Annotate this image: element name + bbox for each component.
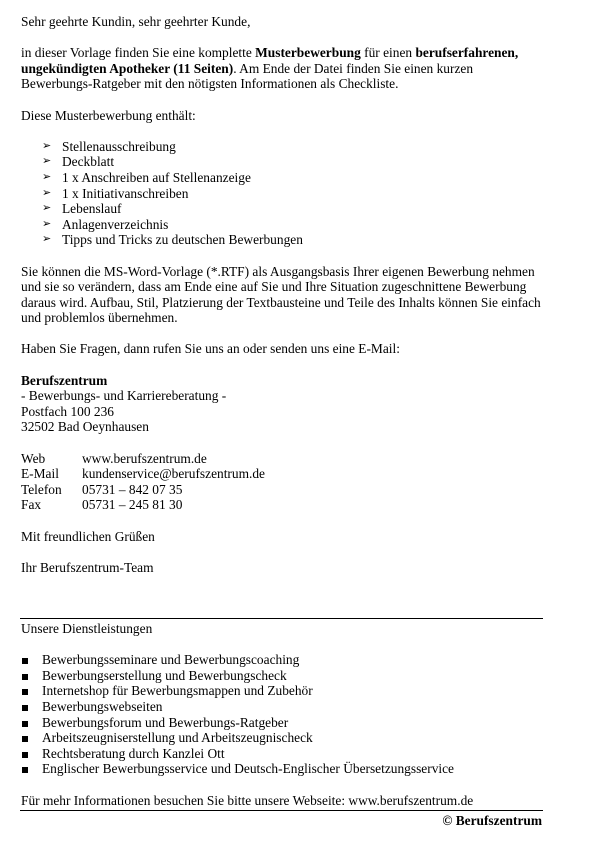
intro-paragraph (21, 45, 543, 92)
list-item (21, 170, 543, 186)
greeting: Sehr geehrte Kundin, sehr geehrter Kunde, (21, 14, 251, 29)
arrowhead-bullet-icon: ➢ (42, 139, 52, 152)
list-item-label: Stellenausschreibung (62, 138, 176, 154)
usage-paragraph: Sie können die MS-Word-Vorlage (*.RTF) als Ausgangsbasis Ihrer eigenen Bewerbung nehmen und sie so verändern, dass am Ende eine auf Sie und Ihre Situation zugeschnittene Bewerbung daraus wird. Aufbau, Stil, Platzierung der Textbausteine und Teile des Inhalts können Sie einfach und problemlos übernehmen. (21, 263, 541, 326)
list-item-label: Arbeitszeugniserstellung und Arbeitszeugnischeck (42, 730, 313, 746)
contents-list (21, 139, 543, 248)
list-item (21, 217, 543, 233)
list-item-label: 1 x Initiativanschreiben (62, 185, 189, 201)
web-link[interactable]: www.berufszentrum.de (82, 450, 207, 466)
company-name: Berufszentrum (21, 372, 108, 388)
list-item-label: Lebenslauf (62, 201, 122, 217)
signature: Ihr Berufszentrum-Team (21, 559, 154, 575)
intro-text-1: in dieser Vorlage finden Sie eine komplette (21, 45, 256, 61)
contact-label: Fax (21, 497, 42, 513)
arrowhead-bullet-icon: ➢ (42, 233, 52, 246)
arrowhead-bullet-icon: ➢ (42, 155, 52, 168)
arrowhead-bullet-icon: ➢ (42, 186, 52, 199)
contact-label: Web (21, 450, 46, 466)
list-item (21, 699, 543, 715)
intro-text-2: für einen (360, 45, 416, 61)
list-item-label: 1 x Anschreiben auf Stellenanzeige (62, 169, 251, 185)
list-item (21, 201, 543, 217)
list-item (21, 715, 543, 731)
intro-bold-2: berufserfahrenen, ungekündigten Apotheker (11 Seiten) (21, 45, 519, 76)
list-item-label: Internetshop für Bewerbungsmappen und Zubehör (42, 683, 313, 699)
square-bullet-icon (22, 736, 28, 742)
intro-text-3: . Am Ende der Datei finden Sie einen kurzen Bewerbungs-Ratgeber mit den nötigsten Informationen als Checkliste. (21, 60, 474, 92)
square-bullet-icon (22, 767, 28, 773)
list-item (21, 683, 543, 699)
fax-number: 05731 – 245 81 30 (82, 497, 183, 513)
square-bullet-icon (22, 658, 28, 664)
list-item-label: Rechtsberatung durch Kanzlei Ott (42, 745, 225, 761)
services-heading: Unsere Dienstleistungen (21, 621, 153, 636)
list-item-label: Englischer Bewerbungsservice und Deutsch-Englischer Übersetzungsservice (42, 761, 454, 777)
intro-bold-1: Musterbewerbung (255, 45, 361, 61)
list-item-label: Tipps und Tricks zu deutschen Bewerbungen (62, 232, 303, 248)
contact-label: E-Mail (21, 466, 59, 482)
contact-phone (21, 482, 543, 498)
list-item-label: Bewerbungserstellung und Bewerbungscheck (42, 667, 287, 683)
email-link[interactable]: kundenservice@berufszentrum.de (82, 466, 265, 482)
square-bullet-icon (22, 721, 28, 727)
contact-fax (21, 497, 543, 513)
square-bullet-icon (22, 674, 28, 680)
copyright-notice: © Berufszentrum (442, 813, 542, 828)
list-item (21, 668, 543, 684)
list-item (21, 761, 543, 777)
list-item-label: Deckblatt (62, 154, 115, 170)
list-item (21, 746, 543, 762)
contact-web (21, 451, 543, 467)
list-item (21, 139, 543, 155)
square-bullet-icon (22, 689, 28, 695)
phone-number: 05731 – 842 07 35 (82, 481, 183, 497)
address-tagline: - Bewerbungs- und Karriereberatung - (21, 388, 227, 404)
list-item (21, 730, 543, 746)
arrowhead-bullet-icon: ➢ (42, 202, 52, 215)
list-item (21, 186, 543, 202)
list-item-label: Anlagenverzeichnis (62, 216, 169, 232)
closing: Mit freundlichen Grüßen (21, 528, 155, 544)
list-item (21, 154, 543, 170)
list-item-label: Bewerbungsforum und Bewerbungs-Ratgeber (42, 714, 289, 730)
contact-label: Telefon (21, 481, 62, 497)
list-item (21, 232, 543, 248)
questions-paragraph: Haben Sie Fragen, dann rufen Sie uns an oder senden uns eine E-Mail: (21, 341, 400, 357)
address-po-box: Postfach 100 236 (21, 403, 114, 419)
square-bullet-icon (22, 705, 28, 711)
services-section (21, 621, 543, 808)
address-company (21, 373, 543, 389)
more-info-text: Für mehr Informationen besuchen Sie bitte unsere Webseite: www.berufszentrum.de (21, 792, 474, 808)
address-city: 32502 Bad Oeynhausen (21, 419, 149, 435)
divider-top (20, 618, 543, 619)
contact-email (21, 466, 543, 482)
contents-heading: Diese Musterbewerbung enthält: (21, 107, 196, 123)
square-bullet-icon (22, 752, 28, 758)
arrowhead-bullet-icon: ➢ (42, 170, 52, 183)
services-list (21, 652, 543, 777)
list-item (21, 652, 543, 668)
arrowhead-bullet-icon: ➢ (42, 217, 52, 230)
letter-body (21, 14, 543, 575)
list-item-label: Bewerbungsseminare und Bewerbungscoaching (42, 652, 300, 668)
divider-bottom (20, 810, 543, 811)
list-item-label: Bewerbungswebseiten (42, 698, 163, 714)
